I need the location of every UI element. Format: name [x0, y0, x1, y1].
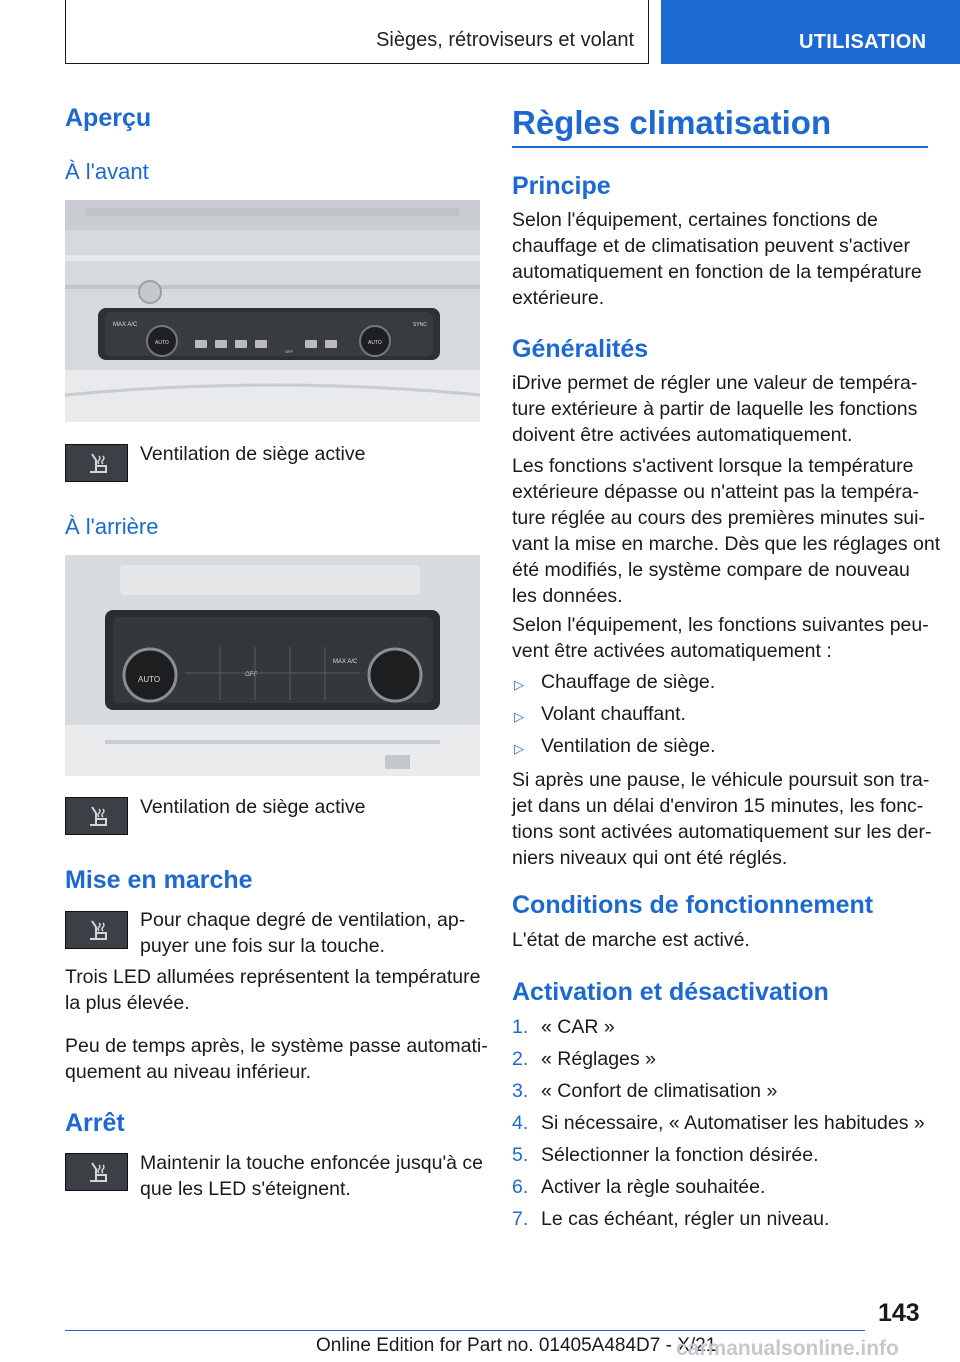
- gen-p2-line4: vant la mise en marche. Dès que les réglages ont: [512, 533, 941, 555]
- photo-front-off: OFF: [285, 349, 293, 354]
- gen-p2-line2: extérieure dépasse ou n'atteint pas la tempéra-: [512, 481, 919, 503]
- principe-line4: extérieure.: [512, 287, 605, 309]
- photo-front-auto-left: AUTO: [155, 340, 169, 346]
- principe-line3: automatiquement en fonction de la température: [512, 261, 922, 283]
- step-text: Le cas échéant, régler un niveau.: [541, 1208, 830, 1230]
- step-number: 2.: [512, 1048, 529, 1070]
- bullet-item: Ventilation de siège.: [541, 735, 716, 757]
- mise-en-marche-heading: Mise en marche: [65, 866, 253, 894]
- mise-text-line2: puyer une fois sur la touche.: [140, 935, 385, 957]
- photo-rear-max-ac: MAX A/C: [333, 659, 358, 665]
- header-section-title: Sièges, rétroviseurs et volant: [376, 29, 634, 51]
- overview-heading: Aperçu: [65, 104, 152, 132]
- photo-rear-off: OFF: [245, 672, 257, 678]
- step-number: 4.: [512, 1112, 529, 1134]
- gen-p2-line3: ture réglée au cours des premières minutes sui-: [512, 507, 925, 529]
- photo-front-sync: SYNC: [413, 322, 427, 328]
- seat-ventilation-icon: [65, 444, 128, 482]
- gen-p4-line4: niers niveaux qui ont été réglés.: [512, 847, 788, 869]
- conditions-heading: Conditions de fonctionnement: [512, 891, 874, 919]
- photo-front-max-ac: MAX A/C: [113, 322, 138, 328]
- gen-p2-line1: Les fonctions s'activent lorsque la température: [512, 455, 914, 477]
- step-text: « Réglages »: [541, 1048, 656, 1070]
- step-number: 1.: [512, 1016, 529, 1038]
- gen-p3-line1: Selon l'équipement, les fonctions suivantes peu-: [512, 614, 929, 636]
- header-chapter-tab: [661, 0, 960, 64]
- front-heading: À l'avant: [65, 159, 149, 184]
- principe-heading: Principe: [512, 172, 611, 200]
- header-section-box: [65, 0, 649, 64]
- arret-heading: Arrêt: [65, 1109, 125, 1137]
- step-text: « Confort de climatisation »: [541, 1080, 778, 1102]
- seat-ventilation-icon: [65, 911, 128, 949]
- step-text: Sélectionner la fonction désirée.: [541, 1144, 819, 1166]
- step-text: « CAR »: [541, 1016, 615, 1038]
- page-number: 143: [878, 1299, 920, 1327]
- footer-watermark: carmanualsonline.info: [676, 1337, 899, 1360]
- rear-caption: Ventilation de siège active: [140, 796, 366, 818]
- seat-ventilation-icon: [65, 797, 128, 835]
- front-caption: Ventilation de siège active: [140, 443, 366, 465]
- photo-rear-auto: AUTO: [138, 675, 161, 684]
- arret-text-line1: Maintenir la touche enfoncée jusqu'à ce: [140, 1152, 484, 1174]
- title-rule: [512, 146, 928, 148]
- front-climate-panel-photo: [65, 200, 480, 422]
- rear-climate-panel-photo: [65, 555, 480, 776]
- mise-text-line1: Pour chaque degré de ventilation, ap-: [140, 909, 466, 931]
- gen-p2-line6: les données.: [512, 585, 623, 607]
- gen-p4-line2: jet dans un délai d'environ 15 minutes, les fonc-: [512, 795, 924, 817]
- step-number: 3.: [512, 1080, 529, 1102]
- header-chapter-title: UTILISATION: [799, 31, 927, 53]
- rules-climate-title: Règles climatisation: [512, 104, 832, 141]
- mise-p1-line2: la plus élevée.: [65, 992, 190, 1014]
- gen-p1-line3: doivent être activées automatiquement.: [512, 424, 853, 446]
- bullet-item: Volant chauffant.: [541, 703, 686, 725]
- step-number: 7.: [512, 1208, 529, 1230]
- generalites-heading: Généralités: [512, 335, 649, 363]
- bullet-item: Chauffage de siège.: [541, 671, 716, 693]
- step-text: Activer la règle souhaitée.: [541, 1176, 766, 1198]
- gen-p1-line1: iDrive permet de régler une valeur de tempéra-: [512, 372, 918, 394]
- gen-p2-line5: été modifiés, le système compare de nouveau: [512, 559, 910, 581]
- step-number: 5.: [512, 1144, 529, 1166]
- bullet-triangle-icon: ▷: [514, 677, 524, 692]
- footer-rule: [65, 1330, 865, 1331]
- footer-edition: Online Edition for Part no. 01405A484D7 - X/21: [316, 1335, 717, 1356]
- mise-p1-line1: Trois LED allumées représentent la température: [65, 966, 481, 988]
- mise-p2-line2: quement au niveau inférieur.: [65, 1061, 312, 1083]
- photo-front-auto-right: AUTO: [368, 340, 382, 346]
- activation-heading: Activation et désactivation: [512, 978, 829, 1006]
- arret-text-line2: que les LED s'éteignent.: [140, 1178, 351, 1200]
- mise-p2-line1: Peu de temps après, le système passe automati-: [65, 1035, 488, 1057]
- gen-p4-line3: tions sont activées automatiquement sur les der-: [512, 821, 932, 843]
- bullet-triangle-icon: ▷: [514, 709, 524, 724]
- bullet-triangle-icon: ▷: [514, 741, 524, 756]
- conditions-text: L'état de marche est activé.: [512, 929, 750, 951]
- gen-p4-line1: Si après une pause, le véhicule poursuit son tra-: [512, 769, 930, 791]
- step-text: Si nécessaire, « Automatiser les habitudes »: [541, 1112, 925, 1134]
- rear-heading: À l'arrière: [65, 514, 159, 539]
- gen-p3-line2: vent être activées automatiquement :: [512, 640, 832, 662]
- principe-line1: Selon l'équipement, certaines fonctions de: [512, 209, 878, 231]
- gen-p1-line2: ture extérieure à partir de laquelle les fonctions: [512, 398, 918, 420]
- seat-ventilation-icon: [65, 1153, 128, 1191]
- principe-line2: chauffage et de climatisation peuvent s'activer: [512, 235, 910, 257]
- step-number: 6.: [512, 1176, 529, 1198]
